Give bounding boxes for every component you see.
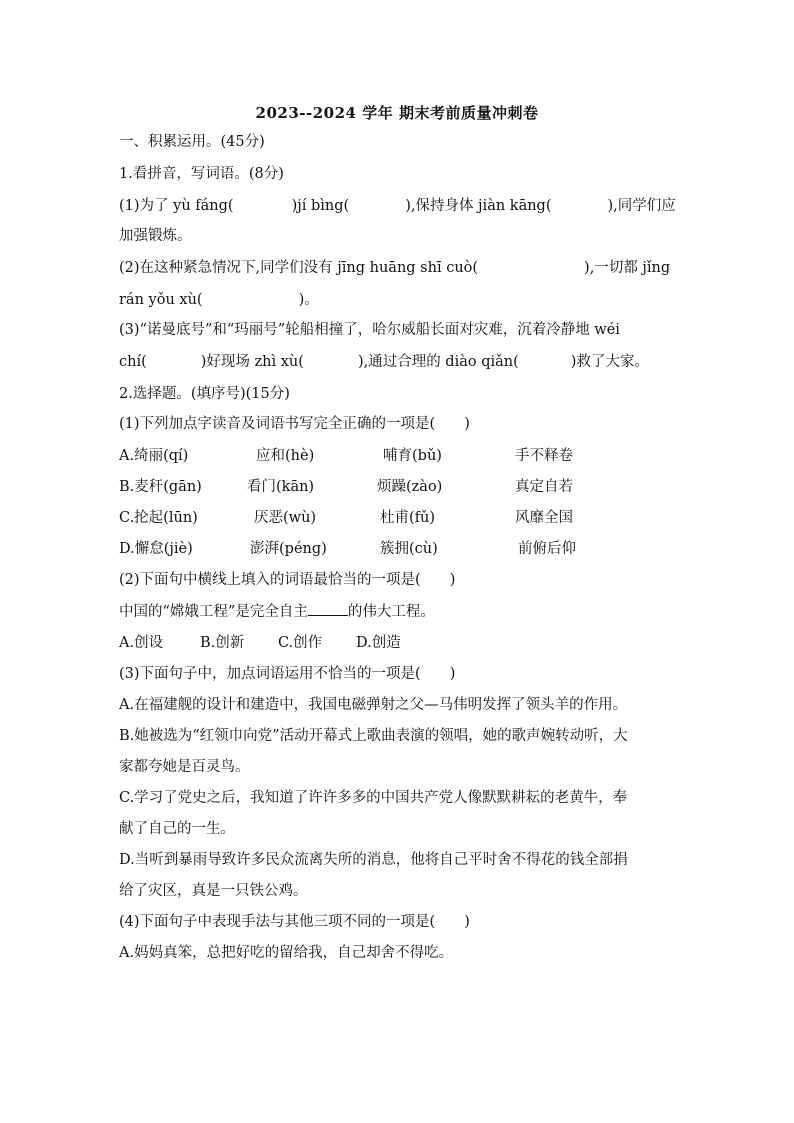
fill-underline[interactable] xyxy=(308,601,348,616)
q2-heading: 2.选择题。(填序号)(15分) xyxy=(119,386,290,402)
text: 的伟大工程。 xyxy=(347,604,435,620)
q2-3-question: (3)下面句子中，加点词语运用不恰当的一项是( ) xyxy=(119,666,456,682)
text: chí( xyxy=(119,354,147,370)
q2-3-option-c[interactable]: C.学习了党史之后，我知道了许许多多的中国共产党人像默默耕耘的老黄牛，奉 xyxy=(119,790,628,806)
text: ),保持身体 jiàn kāng( xyxy=(405,198,552,214)
q2-4-option-a[interactable]: A.妈妈真笨，总把好吃的留给我，自己却舍不得吃。 xyxy=(119,945,454,961)
text: ),同学们应 xyxy=(607,198,676,214)
q2-3-option-b-cont: 家都夸她是百灵鸟。 xyxy=(119,759,250,775)
page-title: 2023--2024 学年 期末考前质量冲刺卷 xyxy=(255,104,539,122)
option-d-4: 前俯后仰 xyxy=(518,541,576,557)
option-a-1[interactable]: A.绮丽(qí) xyxy=(119,448,189,464)
text: ),一切都 jǐng xyxy=(584,260,671,276)
option-c[interactable]: C.创作 xyxy=(278,635,323,651)
text: )好现场 zhì xù( xyxy=(200,354,304,370)
text: )。 xyxy=(298,292,319,308)
option-c-1[interactable]: C.抡起(lūn) xyxy=(119,510,198,526)
text: (1)为了 yù fáng( xyxy=(119,198,234,214)
q2-1-question: (1)下列加点字读音及词语书写完全正确的一项是( ) xyxy=(119,416,470,432)
option-a[interactable]: A.创设 xyxy=(119,635,164,651)
option-c-4: 风靡全国 xyxy=(515,510,573,526)
q2-2-sentence xyxy=(119,601,679,622)
q2-3-option-d-cont: 给了灾区，真是一只铁公鸡。 xyxy=(119,883,308,899)
option-d[interactable]: D.创造 xyxy=(356,635,401,651)
text: rán yǒu xù( xyxy=(119,292,203,308)
text: )jí bìng( xyxy=(291,198,350,214)
q1-line-3 xyxy=(119,258,679,278)
q1-line-6 xyxy=(119,352,679,372)
q2-4-question: (4)下面句子中表现手法与其他三项不同的一项是( ) xyxy=(119,914,470,930)
option-a-3: 哺育(bǔ) xyxy=(383,448,442,464)
q2-3-option-c-cont: 献了自己的一生。 xyxy=(119,821,235,837)
q1-line-5: (3)“诺曼底号”和“玛丽号”轮船相撞了，哈尔威船长面对灾难，沉着冷静地 wéi xyxy=(119,322,620,338)
option-c-3: 杜甫(fǔ) xyxy=(380,510,436,526)
section-heading: 一、积累运用。(45分) xyxy=(119,134,265,150)
text: )救了大家。 xyxy=(570,354,649,370)
text: (2)在这种紧急情况下,同学们没有 jīng huāng shī cuò( xyxy=(119,260,479,276)
option-b-1[interactable]: B.麦秆(gān) xyxy=(119,479,202,495)
q2-3-option-a[interactable]: A.在福建舰的设计和建造中，我国电磁弹射之父—马伟明发挥了领头羊的作用。 xyxy=(119,697,628,713)
option-b-2: 看门(kān) xyxy=(247,479,315,495)
text: 中国的“嫦娥工程”是完全自主 xyxy=(119,604,308,620)
option-b-4: 真定自若 xyxy=(515,479,573,495)
q2-3-option-b[interactable]: B.她被选为“红领巾向党”活动开幕式上歌曲表演的领唱，她的歌声婉转动听，大 xyxy=(119,728,628,744)
q1-line-1 xyxy=(119,196,679,216)
q1-line-2: 加强锻炼。 xyxy=(119,228,192,244)
text: ),通过合理的 diào qiǎn( xyxy=(357,354,519,370)
option-d-3: 簇拥(cù) xyxy=(380,541,438,557)
option-a-4: 手不释卷 xyxy=(515,448,573,464)
option-c-2: 厌恶(wù) xyxy=(254,510,317,526)
option-b[interactable]: B.创新 xyxy=(200,635,245,651)
q1-line-4 xyxy=(119,290,679,310)
option-b-3: 烦躁(zào) xyxy=(377,479,443,495)
q1-heading: 1.看拼音，写词语。(8分) xyxy=(119,166,284,182)
option-d-1[interactable]: D.懈怠(jiè) xyxy=(119,541,193,557)
option-d-2: 澎湃(péng) xyxy=(250,541,327,557)
q2-3-option-d[interactable]: D.当听到暴雨导致许多民众流离失所的消息，他将自己平时舍不得花的钱全部捐 xyxy=(119,852,628,868)
q2-2-question: (2)下面句中横线上填入的词语最恰当的一项是( ) xyxy=(119,572,456,588)
option-a-2: 应和(hè) xyxy=(256,448,315,464)
